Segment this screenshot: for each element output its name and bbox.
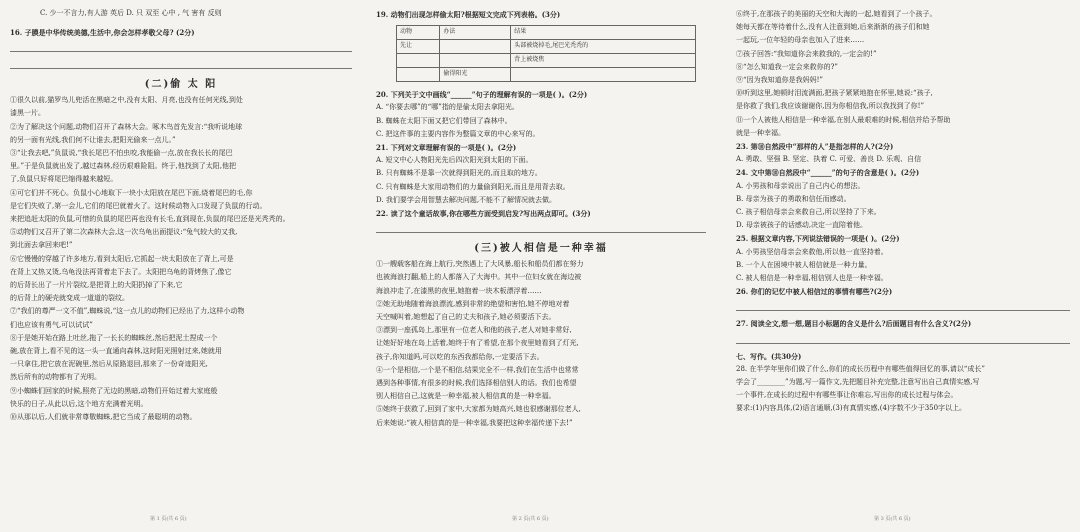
- passage-line: ⑤她终于获救了,回到了家中,大家都为她高兴,她也很感谢那位老人,: [376, 405, 581, 414]
- question-23: 23. 第⑩自然段中“那样的人”是指怎样的人?(2分): [736, 142, 894, 152]
- passage-line: ⑧“怎么知道我一定会来救你的?”: [736, 62, 838, 71]
- page-footer: 第 3 页(共 6 页): [874, 516, 911, 522]
- option-line: D. 我们要学会用智慧去解决问题,不能不了解情况就去做。: [376, 195, 557, 204]
- passage-line: ⑥终于,在那孩子的美丽的天空和大海的一起,她看到了一个孩子。: [736, 10, 937, 18]
- passage-line: 别人相信自己,这就是一种幸福,被人相信真的是一种幸福。: [376, 392, 556, 401]
- page-footer: 第 1 页(共 6 页): [150, 516, 187, 522]
- passage-line: 们也应该有勇气,可以试试”: [10, 320, 93, 329]
- passage-line: 在背上又热又烫,乌龟没法再背着走下去了。太阳把乌龟的背烤焦了,像它: [10, 267, 232, 276]
- question-16: 16. 子膜是中华传统美德,生活中,你会怎样孝敬父母? (2分): [10, 28, 195, 37]
- page-column-2: [362, 0, 714, 532]
- passage-line: ③漂到一座孤岛上,那里有一位老人和他的孩子,老人对她非常好,: [376, 326, 572, 335]
- option-line: C. 孩子相信母亲会来救自己,所以坚持了下来。: [736, 208, 881, 217]
- passage-line: 然后所有的动物都有了光明。: [10, 373, 101, 382]
- option-line: D. 母亲被孩子的话感动,决定一直陪着他。: [736, 221, 868, 230]
- passage-line: ②她无助地随着海浪漂流,感到非常的绝望和害怕,她不停地对着: [376, 299, 570, 308]
- passage-line: ⑩听到这里,她顿时泪流满面,把孩子紧紧地抱在怀里,她说:“孩子,: [736, 89, 933, 98]
- question-24-options: [736, 180, 1070, 233]
- passage-line: 的后背长出了一片片裂纹,是把背上的大阳扔掉了下来,它: [10, 281, 183, 290]
- option-line: C. 少一不言力,有人游 英后 D. 只 双至 心中 , 气 害有 反则: [40, 9, 222, 17]
- question-22: 22. 读了这个童话故事,你在哪些方面受到启发?写出两点即可。(3分): [376, 209, 591, 219]
- passage-line: 孩子,你知道吗,可以吃的东西我都给你,一定要活下去。: [376, 352, 544, 361]
- question-20: 20. 下列关于文中画线“______”句子的理解有误的一项是( )。(2分): [376, 90, 588, 100]
- essay-prompt-line: 学会了________”为题,写一篇作文,先把题目补充完整,注意写出自己真情实感,写: [736, 378, 980, 387]
- passage-line: 的后背上的硬壳就变成一道道的裂纹。: [10, 294, 129, 303]
- passage-line: ②为了解决这个问题,动物们召开了森林大会。啄木鸟首先发言:“我听说地球: [10, 122, 243, 131]
- question-26: 26. 你们的记忆中被人相信过的事情有哪些?(2分): [736, 287, 893, 297]
- passage-line: 是它们失败了,第一会儿,它们的尾巴就着火了。这时候动物入口发现了负鼠的行动。: [10, 201, 267, 210]
- option-line: A. 小男孩和母亲说出了自己内心的想法。: [736, 181, 865, 190]
- passage-line: ③“让我去吧,”负鼠说,“我长尾巴不怕虫咬,我能偷一点,放在我长长的尾巴: [10, 149, 233, 158]
- table-header: 办法: [440, 26, 511, 40]
- passage-line: 是你救了我们,我应该谢谢你,因为你相信我,所以我找到了你!”: [736, 102, 925, 111]
- essay-prompt-line: 28. 在半学年里你们做了什么,你们的成长历程中有哪些值得回忆的事,请以“成长”: [736, 364, 985, 373]
- passage-line: ①很久以前,猫罗鸟儿兜活在黑暗之中,没有太阳、月亮,也没有任何光线,到处: [10, 96, 243, 105]
- table-cell[interactable]: [511, 68, 696, 82]
- passage-line: ⑩从那以后,人们就非常尊敬蜘蛛,把它当成了最聪明的动物。: [10, 413, 197, 422]
- table-cell: [397, 68, 440, 82]
- question-21-options: [376, 154, 706, 207]
- passage-line: 也被海浪打翻,船上的人都落入了大海中。其中一位妇女就在海边被: [376, 273, 582, 282]
- answer-line: [10, 58, 352, 69]
- passage-line: ⑪一个人被他人相信是一种幸福,在别人最艰难的时候,相信并给予帮助: [736, 115, 951, 124]
- passage-line: ⑨小蜘蛛们回家的时候,照亮了无边的黑暗,动物们开始过着大家庭般: [10, 386, 218, 395]
- question-28: [736, 363, 1070, 416]
- section-title: (二)偷 太 阳: [144, 79, 218, 91]
- option-line: B. 一个人在困境中被人相信就是一种力量。: [736, 260, 872, 269]
- table-header: 结果: [511, 26, 696, 40]
- question-24: 24. 文中第⑩自然段中“______”的句子的含意是( )。(2分): [736, 168, 920, 178]
- essay-prompt-line: 一个事件,在成长的过程中有哪些事让你难忘,写出你的成长过程与体会。: [736, 391, 958, 400]
- question-19: 19. 动物们出现怎样偷太阳?根据短文完成下列表格。(3分): [376, 10, 561, 19]
- passage-line: 到北面去拿回来吧!”: [10, 241, 73, 250]
- section-title: (三)被人相信是一种幸福: [474, 243, 608, 255]
- question-25-options: [736, 246, 1070, 286]
- passage-line: 碗,放在背上,看不见的这一头一直通向森林,这时阳光照射过来,她就用: [10, 347, 222, 356]
- page-footer: 第 2 页(共 6 页): [512, 516, 549, 522]
- option-line: B. 母亲为孩子的勇敢和信任而感动。: [736, 194, 851, 203]
- passage: [10, 94, 352, 424]
- option-line: C. 只有蜘蛛是大家用动物们的力量偷到阳光,而且是用背去取。: [376, 182, 570, 191]
- section-7-heading: 七、写作。(共30分): [736, 351, 802, 361]
- passage-line: ⑤动物们又召开了第二次森林大会,这一次乌龟出面提议:“兔气较大的又我,: [10, 228, 238, 237]
- answer-line: [10, 41, 352, 52]
- option-line: A. 小男孩坚信母亲会来救他,所以他一直坚持着。: [736, 247, 888, 256]
- passage-line: 遇到各种事情,有很多的时候,我们选择相信别人的话。我们也希望: [376, 379, 577, 388]
- passage-line: 了,负鼠只好将尾巴缩得越来越短。: [10, 175, 118, 184]
- question-23-options: A. 勇敢、坚强 B. 坚定、执着 C. 可爱、善良 D. 乐观、自信: [736, 155, 922, 164]
- passage-line: 让她好好地在岛上活着,她终于有了希望,在那个夜里她看到了灯光,: [376, 339, 579, 348]
- passage-line: 来把追赶太阳的负鼠,可惜的负鼠的尾巴再也没有长毛,直到现在,负鼠的尾巴还是光秃秃的。: [10, 215, 290, 224]
- table-cell[interactable]: [440, 54, 511, 68]
- passage-line: 漆黑一片。: [10, 109, 45, 118]
- passage-line: ④可它们并不死心。负鼠小心地取下一块小太阳放在尾巴下面,烧着尾巴的毛,你: [10, 188, 253, 197]
- passage-line: ⑨“因为我知道你是我妈妈!”: [736, 76, 823, 85]
- question-27: 27. 阅读全文,想一想,题目小标题的含义是什么?后面题目有什么含义?(2分): [736, 319, 972, 329]
- passage-line: 后来她说:“被人相信真的是一种幸福,我要把这种幸福传递下去!”: [376, 418, 573, 427]
- passage: [736, 8, 1070, 140]
- table-cell[interactable]: [440, 40, 511, 54]
- passage-line: 一只拿住,把它放在泥碗里,然后从原路退回,那来了一份奇迹阳光,: [10, 360, 208, 369]
- page-column-3: [714, 0, 1080, 532]
- essay-prompt-line: 要求:(1)内容具体,(2)语言通顺,(3)有真情实感,(4)字数不少于350字以上。: [736, 404, 967, 413]
- passage-line: ⑥它慢慢的穿越了许多地方,看到太阳后,它抓起一块太阳放在了背上,可是: [10, 254, 234, 263]
- table-cell: 头部被烧掉毛,尾巴光秃秃的: [511, 40, 696, 54]
- question-25: 25. 根据文章内容,下列说法错误的一项是( )。(2分): [736, 234, 900, 244]
- option-line: B. 只有蜘蛛不是靠一次就得到阳光的,而且取的地方。: [376, 169, 542, 178]
- passage: [376, 258, 706, 430]
- passage-line: ①一艘载客船在海上航行,突然遇上了大风暴,船长和船员们都在努力: [376, 260, 584, 269]
- table-cell: 背上被烧焦: [511, 54, 696, 68]
- table-header: 动物: [397, 26, 440, 40]
- passage-line: 一起玩,一位年轻的母亲也加入了进来……: [736, 36, 865, 45]
- table-cell: 偷得阳光: [440, 68, 511, 82]
- answer-line: [736, 300, 1070, 311]
- passage-line: 她每天都在等待着什么,没有人注意到她,后来渐渐的孩子们和她: [736, 23, 930, 32]
- option-line: A. “你要去哪”的“哪”指的是偷太阳去拿阳光。: [376, 103, 519, 112]
- option-line: A. 短文中心人物阳光先后四次阳光到太阳的下面。: [376, 156, 533, 165]
- answer-table: [396, 25, 696, 82]
- option-line: B. 蜘蛛在太阳下面又把它们带回了森林中。: [376, 116, 512, 125]
- passage-line: ⑦“我们的尊严一文不值”,蜘蛛说,“这一点儿的动物们已经出了力,这样小动物: [10, 307, 245, 316]
- passage-line: 里。”于是负鼠就出发了,越过森林,经历艰难险阻。终于,他找到了太阳,他把: [10, 162, 236, 171]
- table-cell: [397, 54, 440, 68]
- answer-line: [736, 333, 1070, 344]
- option-line: C. 把这件事的主要内容作为整篇文章的中心来写的。: [376, 129, 540, 138]
- answer-line: [376, 222, 706, 233]
- passage-line: 快乐的日子,从此以后,这个地方充满着光明。: [10, 399, 148, 408]
- option-line: C. 被人相信是一种幸福,相信别人也是一种幸福。: [736, 274, 888, 283]
- passage-line: ④一个是相信,一个是不相信,结果完全不一样,我们在生活中也常常: [376, 365, 579, 374]
- passage-line: ⑧于是她开始在路上吐丝,拖了一长长的蜘蛛丝,然后把泥土捏成一个: [10, 333, 218, 342]
- passage-line: 天空喊叫着,她想起了自己的丈夫和孩子,她必须要活下去。: [376, 313, 556, 322]
- table-cell: 先让: [397, 40, 440, 54]
- passage-line: 的另一面有光线,我们何不让谁去,把阳光偷来一点儿。”: [10, 135, 176, 144]
- passage-line: ⑦孩子回答:“我知道你会来救我的,一定会的!”: [736, 49, 877, 58]
- question-21: 21. 下列对文章理解有误的一项是( )。(2分): [376, 143, 517, 153]
- passage-line: 就是一种幸福。: [736, 128, 785, 137]
- passage-line: 海浪冲走了,在漆黑的夜里,她抱着一块木板漂浮着……: [376, 286, 542, 295]
- question-20-options: [376, 101, 706, 141]
- page-column-1: [0, 0, 362, 532]
